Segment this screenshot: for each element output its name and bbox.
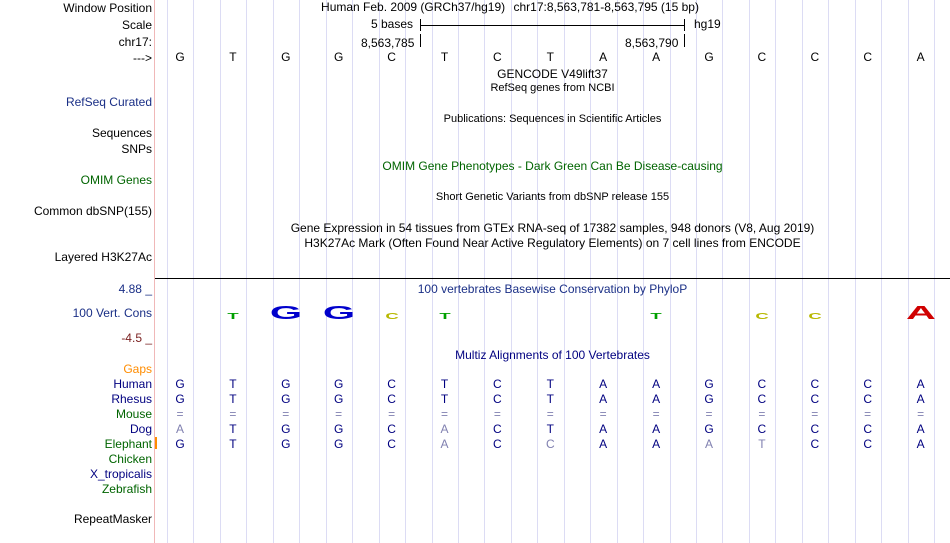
alignment-base: G: [704, 392, 714, 406]
base-letter: G: [704, 50, 714, 64]
alignment-base: C: [493, 422, 502, 436]
track-title-gencode[interactable]: GENCODE V49lift37: [497, 67, 608, 81]
species-label[interactable]: Human: [113, 377, 152, 391]
alignment-base: =: [282, 407, 290, 421]
alignment-base: C: [387, 422, 396, 436]
species-label[interactable]: Dog: [129, 422, 152, 436]
track-title-phylop[interactable]: 100 vertebrates Basewise Conservation by PhyloP: [417, 282, 688, 296]
base-letter: T: [546, 50, 554, 64]
alignment-base: C: [493, 392, 502, 406]
alignment-base: =: [917, 407, 925, 421]
label-cons-min: -4.5 _: [121, 331, 152, 345]
alignment-base: C: [493, 437, 502, 451]
window-position-line: [155, 0, 950, 14]
label-omim-genes[interactable]: OMIM Genes: [80, 173, 152, 187]
alignment-base: C: [863, 377, 873, 391]
alignment-base: C: [863, 437, 873, 451]
coord-start-tick: [420, 34, 421, 47]
conservation-glyph: A: [905, 303, 936, 323]
alignment-base: C: [810, 377, 820, 391]
alignment-base: C: [757, 422, 767, 436]
track-label-column: [0, 0, 155, 543]
alignment-base: A: [916, 392, 925, 406]
alignment-base: T: [229, 422, 237, 436]
alignment-base: C: [810, 437, 820, 451]
alignment-base: G: [281, 437, 291, 451]
alignment-base: A: [916, 437, 925, 451]
alignment-base: G: [704, 377, 714, 391]
track-title-omim[interactable]: OMIM Gene Phenotypes - Dark Green Can Be Disease-causing: [382, 159, 723, 173]
alignment-base: =: [652, 407, 660, 421]
base-letter: C: [387, 50, 396, 64]
scale-bar-right-tick: [684, 19, 685, 31]
track-title-publications[interactable]: Publications: Sequences in Scientific Articles: [443, 113, 662, 125]
alignment-base: G: [281, 422, 291, 436]
base-letter: T: [229, 50, 237, 64]
alignment-base: =: [705, 407, 713, 421]
label-refseq-curated[interactable]: RefSeq Curated: [65, 95, 152, 109]
alignment-base: =: [335, 407, 343, 421]
species-label[interactable]: Zebrafish: [101, 482, 152, 496]
alignment-base: C: [863, 392, 873, 406]
base-letter: A: [599, 50, 608, 64]
alignment-base: T: [229, 377, 237, 391]
alignment-base: A: [652, 437, 661, 451]
alignment-base: C: [810, 392, 820, 406]
alignment-base: G: [334, 377, 344, 391]
alignment-base: G: [281, 377, 291, 391]
scale-bar: [420, 25, 684, 26]
track-title-gtex[interactable]: Gene Expression in 54 tissues from GTEx RNA-seq of 17382 samples, 948 donors (V8, Aug 2019): [290, 221, 815, 235]
alignment-base: =: [864, 407, 872, 421]
alignment-base: G: [175, 437, 185, 451]
alignment-base: A: [440, 422, 449, 436]
species-label[interactable]: Elephant: [104, 437, 152, 451]
alignment-base: =: [388, 407, 396, 421]
alignment-base: T: [229, 437, 237, 451]
label-snps[interactable]: SNPs: [121, 142, 152, 156]
alignment-base: A: [704, 437, 713, 451]
alignment-base: C: [863, 422, 873, 436]
label-repeatmasker[interactable]: RepeatMasker: [73, 512, 152, 526]
alignment-base: C: [757, 392, 767, 406]
label-chrom: chr17:: [118, 35, 152, 49]
conservation-glyph: G: [322, 303, 355, 323]
conservation-glyph: C: [384, 312, 399, 321]
alignment-base: G: [175, 392, 185, 406]
track-title-dbsnp[interactable]: Short Genetic Variants from dbSNP release 155: [435, 191, 670, 203]
alignment-base: C: [387, 377, 396, 391]
scale-db: hg19: [694, 17, 721, 31]
base-letter: C: [863, 50, 873, 64]
alignment-base: A: [599, 392, 608, 406]
alignment-base: T: [440, 377, 449, 391]
base-letter: T: [440, 50, 449, 64]
alignment-base: G: [175, 377, 185, 391]
label-window-position: Window Position: [63, 1, 152, 15]
track-title-refseq[interactable]: RefSeq genes from NCBI: [490, 82, 615, 94]
alignment-base: =: [493, 407, 501, 421]
species-label[interactable]: X_tropicalis: [89, 467, 152, 481]
track-title-multiz[interactable]: Multiz Alignments of 100 Vertebrates: [455, 348, 650, 362]
alignment-base: C: [387, 392, 396, 406]
alignment-base: C: [810, 422, 820, 436]
alignment-base: =: [811, 407, 819, 421]
coord-end: 8,563,790: [625, 36, 679, 50]
base-letter: C: [757, 50, 767, 64]
alignment-base: A: [599, 422, 608, 436]
alignment-base: A: [652, 377, 661, 391]
alignment-base: A: [916, 377, 925, 391]
label-100-vert-cons[interactable]: 100 Vert. Cons: [72, 306, 152, 320]
track-group-separator: [155, 278, 950, 279]
label-scale: Scale: [121, 18, 152, 32]
alignment-base: =: [546, 407, 554, 421]
base-letter: G: [334, 50, 344, 64]
alignment-base: G: [281, 392, 291, 406]
label-layered-h3k27ac[interactable]: Layered H3K27Ac: [54, 250, 152, 264]
alignment-base: G: [334, 437, 344, 451]
elephant-gap-marker: [155, 437, 157, 449]
alignment-base: A: [599, 377, 608, 391]
alignment-base: G: [704, 422, 714, 436]
conservation-glyph: T: [438, 312, 451, 321]
alignment-base: A: [440, 437, 449, 451]
alignment-base: =: [229, 407, 237, 421]
label-strand[interactable]: --->: [133, 51, 152, 65]
species-label[interactable]: Rhesus: [111, 392, 152, 406]
scale-bar-label: 5 bases: [371, 17, 414, 31]
alignment-base: G: [334, 392, 344, 406]
conservation-glyph: C: [808, 312, 822, 321]
conservation-glyph: T: [650, 312, 662, 321]
alignment-base: G: [334, 422, 344, 436]
alignment-base: T: [546, 392, 554, 406]
conservation-glyph: G: [269, 303, 302, 323]
species-label[interactable]: Chicken: [108, 452, 152, 466]
alignment-base: =: [176, 407, 184, 421]
alignment-base: T: [758, 437, 766, 451]
alignment-base: C: [757, 377, 767, 391]
base-letter: A: [652, 50, 661, 64]
base-letter: C: [493, 50, 502, 64]
track-title-h3k27ac[interactable]: H3K27Ac Mark (Often Found Near Active Regulatory Elements) on 7 cell lines from ENCODE: [304, 236, 801, 250]
label-cons-max: 4.88 _: [118, 282, 152, 296]
coord-end-tick: [684, 34, 685, 47]
alignment-base: C: [545, 437, 555, 451]
base-letter: C: [810, 50, 820, 64]
assembly-name: Human Feb. 2009 (GRCh37/hg19): [321, 0, 506, 14]
alignment-base: T: [229, 392, 237, 406]
base-letter: G: [281, 50, 291, 64]
base-letter: A: [916, 50, 925, 64]
alignment-base: =: [440, 407, 448, 421]
species-label[interactable]: Mouse: [115, 407, 152, 421]
alignment-base: T: [440, 392, 449, 406]
conservation-glyph: C: [755, 312, 769, 321]
base-letter: G: [175, 50, 185, 64]
alignment-base: A: [916, 422, 925, 436]
window-coordinates: chr17:8,563,781-8,563,795 (15 bp): [513, 0, 699, 14]
alignment-base: C: [493, 377, 502, 391]
coord-start: 8,563,785: [361, 36, 415, 50]
conservation-glyph: T: [227, 312, 239, 321]
alignment-base: A: [652, 392, 661, 406]
label-gaps[interactable]: Gaps: [123, 362, 152, 376]
label-sequences[interactable]: Sequences: [91, 126, 152, 140]
alignment-base: A: [652, 422, 661, 436]
alignment-base: C: [387, 437, 396, 451]
alignment-base: T: [546, 422, 554, 436]
alignment-base: =: [599, 407, 607, 421]
label-common-dbsnp[interactable]: Common dbSNP(155): [33, 204, 152, 218]
alignment-base: T: [546, 377, 554, 391]
alignment-base: A: [599, 437, 608, 451]
alignment-base: A: [175, 422, 184, 436]
alignment-base: =: [758, 407, 766, 421]
